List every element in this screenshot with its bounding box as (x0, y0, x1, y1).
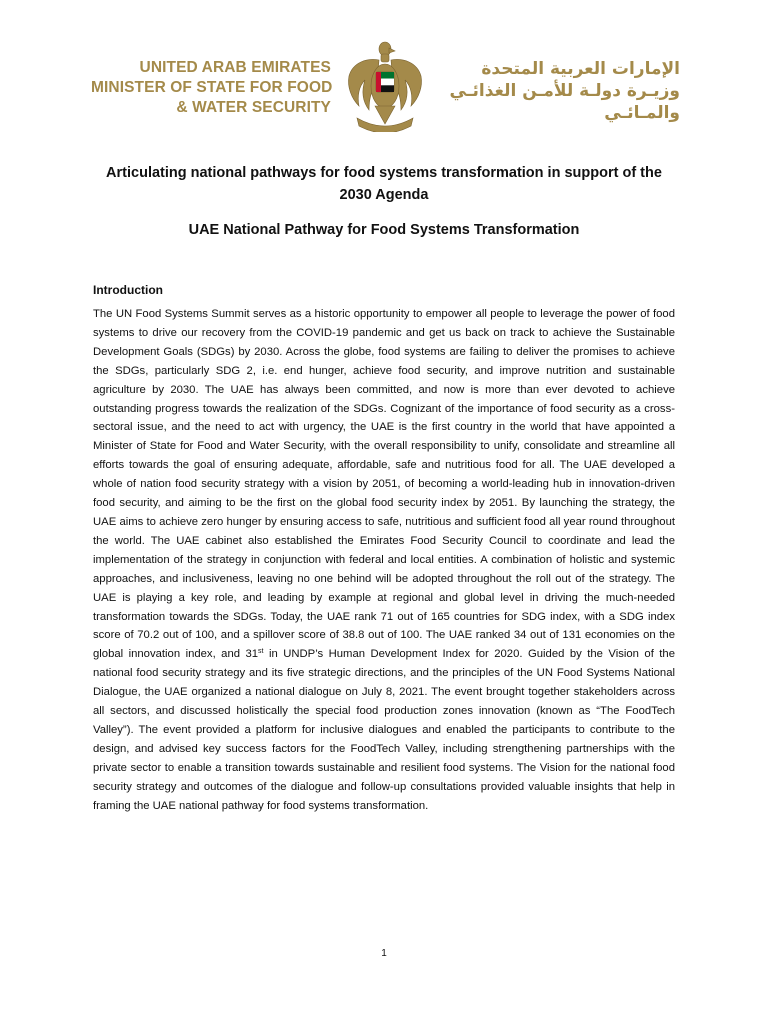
ordinal-superscript: st (258, 648, 264, 656)
page-number: 1 (381, 948, 387, 959)
org-name-arabic-line: والمـائـي (604, 103, 680, 123)
org-name-arabic-line: وزيـرة دولـة للأمـن الغذائـي (449, 81, 680, 101)
org-name-arabic (430, 58, 680, 124)
uae-falcon-emblem-icon (343, 40, 427, 132)
letterhead (0, 38, 768, 138)
body-paragraph (93, 305, 675, 815)
org-name-english-line: MINISTER OF STATE FOR FOOD (91, 79, 333, 96)
body-text-part: in UNDP’s Human Development Index for 2020. Guided by the Vision of the national food security strategy and its five strategic directions, and the principles of the UN Food Systems National Dialogue, the UAE organized a national dialogue on July 8, 2021. The event brought together stakeholders across all sectors, and discussed holistically the special food production zones innovation (known as “The FoodTech Valley”). The event provided a platform for inclusive dialogues and enabled the participants to contribute to the design, and advised key success factors for the FoodTech Valley, including strengthening partnerships with the private sector to enable a transition towards sustainable and resilient food systems. The Vision for the national food security strategy and outcomes of the dialogue and follow-up consultations provided valuable insights that help in framing the UAE national pathway for food systems transformation. (93, 648, 675, 812)
document-title: Articulating national pathways for food systems transformation in support of the 2030 Agenda (106, 165, 662, 203)
body-text-part: The UN Food Systems Summit serves as a historic opportunity to empower all people to leverage the power of food systems to drive our recovery from the COVID-19 pandemic and get us back on track to achieve the Sustainable Development Goals (SDGs) by 2030. Across the globe, food systems are failing to deliver the promises to achieve the SDGs, particularly SDG 2, i.e. end hunger, achieve food security, and improve nutrition and sustainable agriculture by 2030. The UAE has always been committed, and now is more than ever devoted to achieve outstanding progress towards the realization of the SDGs. Cognizant of the importance of food security as a cross-sectoral issue, and the need to act with urgency, the UAE is the first country in the world that have appointed a Minister of State for Food and Water Security, with the overall responsibility to unify, consolidate and streamline all efforts towards the goal of ensuring adequate, affordable, safe and nutritious food for all. The UAE developed a whole of nation food security strategy with a vision by 2051, of becoming a world-leading hub in innovation-driven food security, and aiming to be the first on the global food security index by 2051. By launching the strategy, the UAE aims to achieve zero hunger by ensuring access to safe, nutritious and sufficient food all year round throughout the world. The UAE cabinet also established the Emirates Food Security Council to coordinate and lead the implementation of the strategy in conjunction with federal and local entities. A combination of holistic and systemic approaches, and inclusiveness, leaving no one behind will be adopted throughout the roll out of the strategy. The UAE is playing a key role, and leading by example at regional and global level in driving the much-needed transformation towards the SDGs. Today, the UAE rank 71 out of 165 countries for SDG index, with a SDG index score of 70.2 out of 100, and a spillover score of 38.8 out of 100. The UAE ranked 34 out of 131 economies on the global innovation index, and 31 (93, 308, 675, 661)
org-name-arabic-line: الإمارات العربية المتحدة (481, 59, 680, 79)
org-name-english (91, 58, 331, 118)
org-name-english-line: UNITED ARAB EMIRATES (139, 59, 331, 76)
section-heading: Introduction (93, 283, 163, 297)
document-subtitle: UAE National Pathway for Food Systems Transformation (188, 222, 580, 238)
org-name-english-line: & WATER SECURITY (176, 99, 331, 116)
